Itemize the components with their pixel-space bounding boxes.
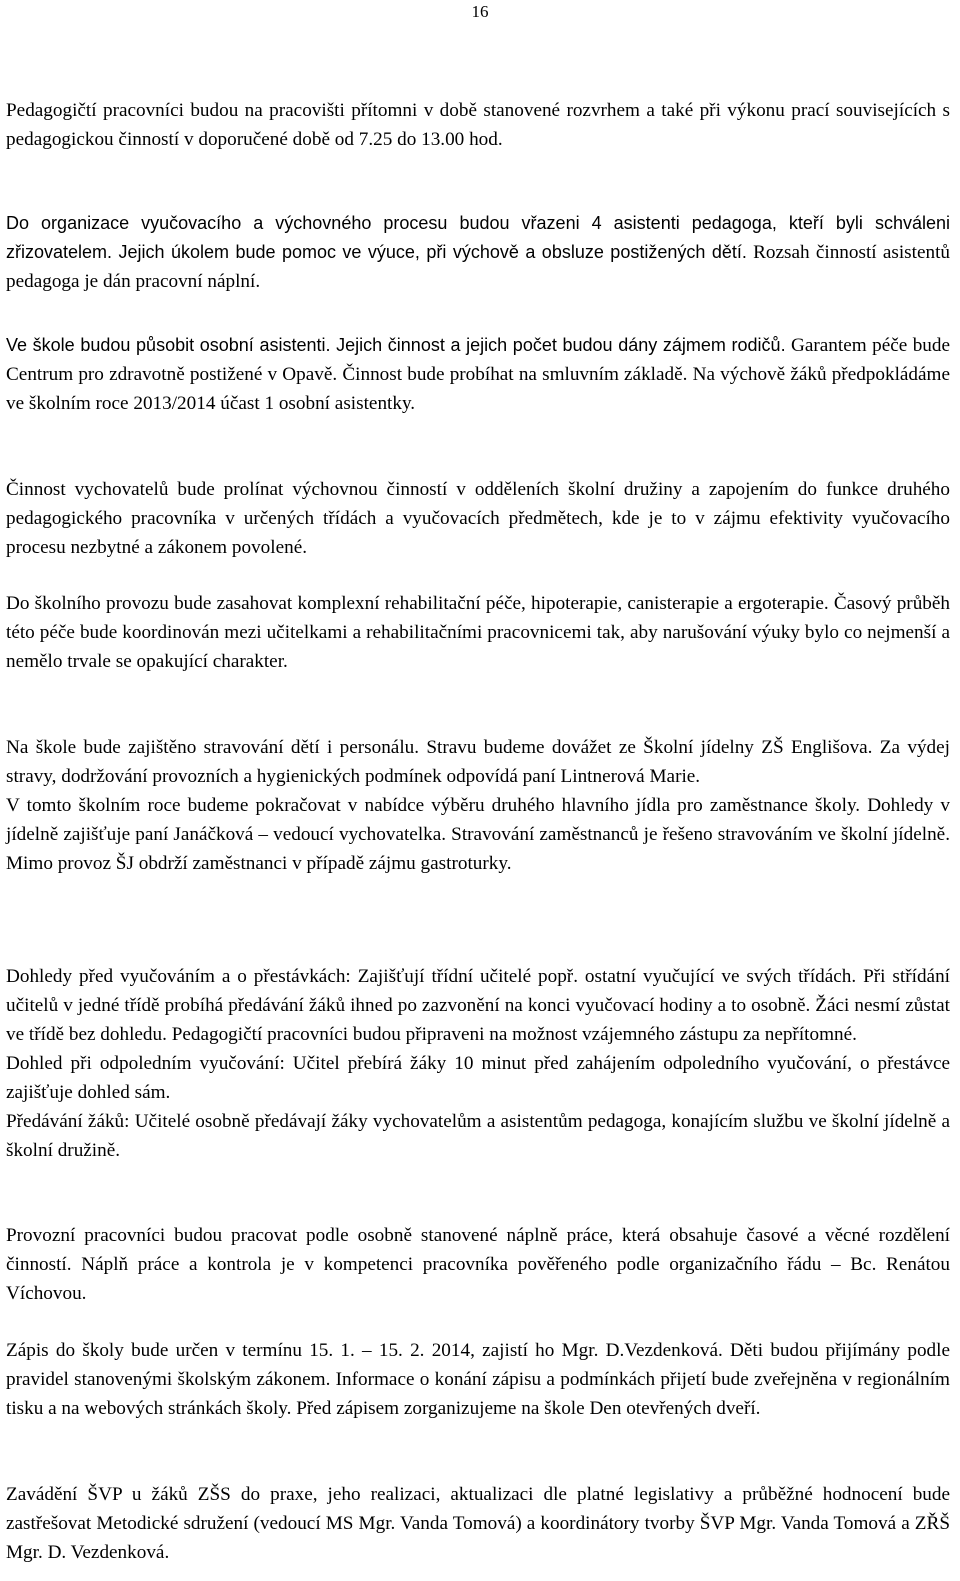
assistants-scope-text: Rozsah činností asistentů pedagoga je dán pracovní náplní. bbox=[6, 242, 951, 292]
paragraph-personal-assistants bbox=[6, 331, 950, 418]
paragraph-catering bbox=[6, 733, 950, 878]
assistants-text: Do organizace vyučovacího a výchovného procesu budou vřazeni 4 asistenti pedagoga, kteří byli schváleni zřizovatelem. Jejich úkolem bude pomoc ve výuce, při výchově a obsluze postižených dětí. bbox=[6, 213, 950, 262]
paragraph-teaching-assistants bbox=[6, 209, 950, 296]
page-number: 16 bbox=[471, 2, 489, 21]
paragraph-supervision bbox=[6, 962, 950, 1165]
handover-text: Předávání žáků: Učitelé osobně předávají žáky vychovatelům a asistentům pedagoga, konajícím službu ve školní jídelně a školní družině. bbox=[6, 1111, 950, 1161]
paragraph-working-hours: Pedagogičtí pracovníci budou na pracovišti přítomni v době stanovené rozvrhem a také při výkonu prací souvisejících s pedagogickou činností v doporučené době od 7.25 do 13.00 hod. bbox=[6, 100, 950, 150]
personal-assistants-guarantee-text: Garantem péče bude Centrum pro zdravotně postižené v Opavě. Činnost bude probíhat na smluvním základě. Na výchově žáků předpokládáme ve školním roce 2013/2014 účast 1 osobní asistentky. bbox=[6, 335, 951, 414]
personal-assistants-text: Ve škole budou působit osobní asistenti. Jejich činnost a jejich počet budou dány zájmem rodičů. bbox=[6, 335, 786, 355]
paragraph-operational-staff: Provozní pracovníci budou pracovat podle osobně stanovené náplně práce, která obsahuje časové a věcné rozdělení činností. Náplň práce a kontrola je v kompetenci pracovníka pověřeného podle organizačního řádu – Bc. Renátou Víchovou. bbox=[6, 1225, 950, 1304]
catering-staff-text: V tomto školním roce budeme pokračovat v nabídce výběru druhého hlavního jídla pro zaměstnance školy. Dohledy v jídelně zajišťuje paní Janáčková – vedoucí vychovatelka. Stravování zaměstnanců je řešeno stravováním ve školní jídelně. Mimo provoz ŠJ obdrží zaměstnanci v případě zájmu gastroturky. bbox=[6, 795, 950, 874]
paragraph-svp: Zavádění ŠVP u žáků ZŠS do praxe, jeho realizaci, aktualizaci dle platné legislativy a průběžné hodnocení bude zastřešovat Metodické sdružení (vedoucí MS Mgr. Vanda Tomová) a koordinátory tvorby ŠVP Mgr. Vanda Tomová a ZŘŠ Mgr. D. Vezdenková. bbox=[6, 1484, 950, 1563]
paragraph-rehabilitation: Do školního provozu bude zasahovat komplexní rehabilitační péče, hipoterapie, canisterapie a ergoterapie. Časový průběh této péče bude koordinován mezi učitelkami a rehabilitačními pracovnicemi tak, aby narušování výuky bylo co nejmenší a nemělo trvale se opakující charakter. bbox=[6, 593, 950, 672]
catering-text: Na škole bude zajištěno stravování dětí i personálu. Stravu budeme dovážet ze Školní jídelny ZŠ Englišova. Za výdej stravy, dodržování provozních a hygienických podmínek odpovídá paní Lintnerová Marie. bbox=[6, 737, 950, 787]
paragraph-educators: Činnost vychovatelů bude prolínat výchovnou činností v odděleních školní družiny a zapojením do funkce druhého pedagogického pracovníka v určených třídách a vyučovacích předmětech, kde je to v zájmu efektivity vyučovacího procesu nezbytné a zákonem povolené. bbox=[6, 479, 950, 558]
supervision-afternoon-text: Dohled při odpoledním vyučování: Učitel přebírá žáky 10 minut před zahájením odpoledního vyučování, o přestávce zajišťuje dohled sám. bbox=[6, 1053, 950, 1103]
supervision-breaks-text: Dohledy před vyučováním a o přestávkách: Zajišťují třídní učitelé popř. ostatní vyučující ve svých třídách. Při střídání učitelů v jedné třídě probíhá předávání žáků ihned po zazvonění na konci vyučovací hodiny a to osobně. Žáci nesmí zůstat ve třídě bez dohledu. Pedagogičtí pracovníci budou připraveni na možnost vzájemného zástupu za nepřítomné. bbox=[6, 966, 950, 1045]
paragraph-enrollment: Zápis do školy bude určen v termínu 15. 1. – 15. 2. 2014, zajistí ho Mgr. D.Vezdenková. Děti budou přijímány podle pravidel stanovenými školským zákonem. Informace o konání zápisu a podmínkách přijetí bude zveřejněna v regionálním tisku a na webových stránkách školy. Před zápisem zorganizujeme na škole Den otevřených dveří. bbox=[6, 1340, 950, 1419]
